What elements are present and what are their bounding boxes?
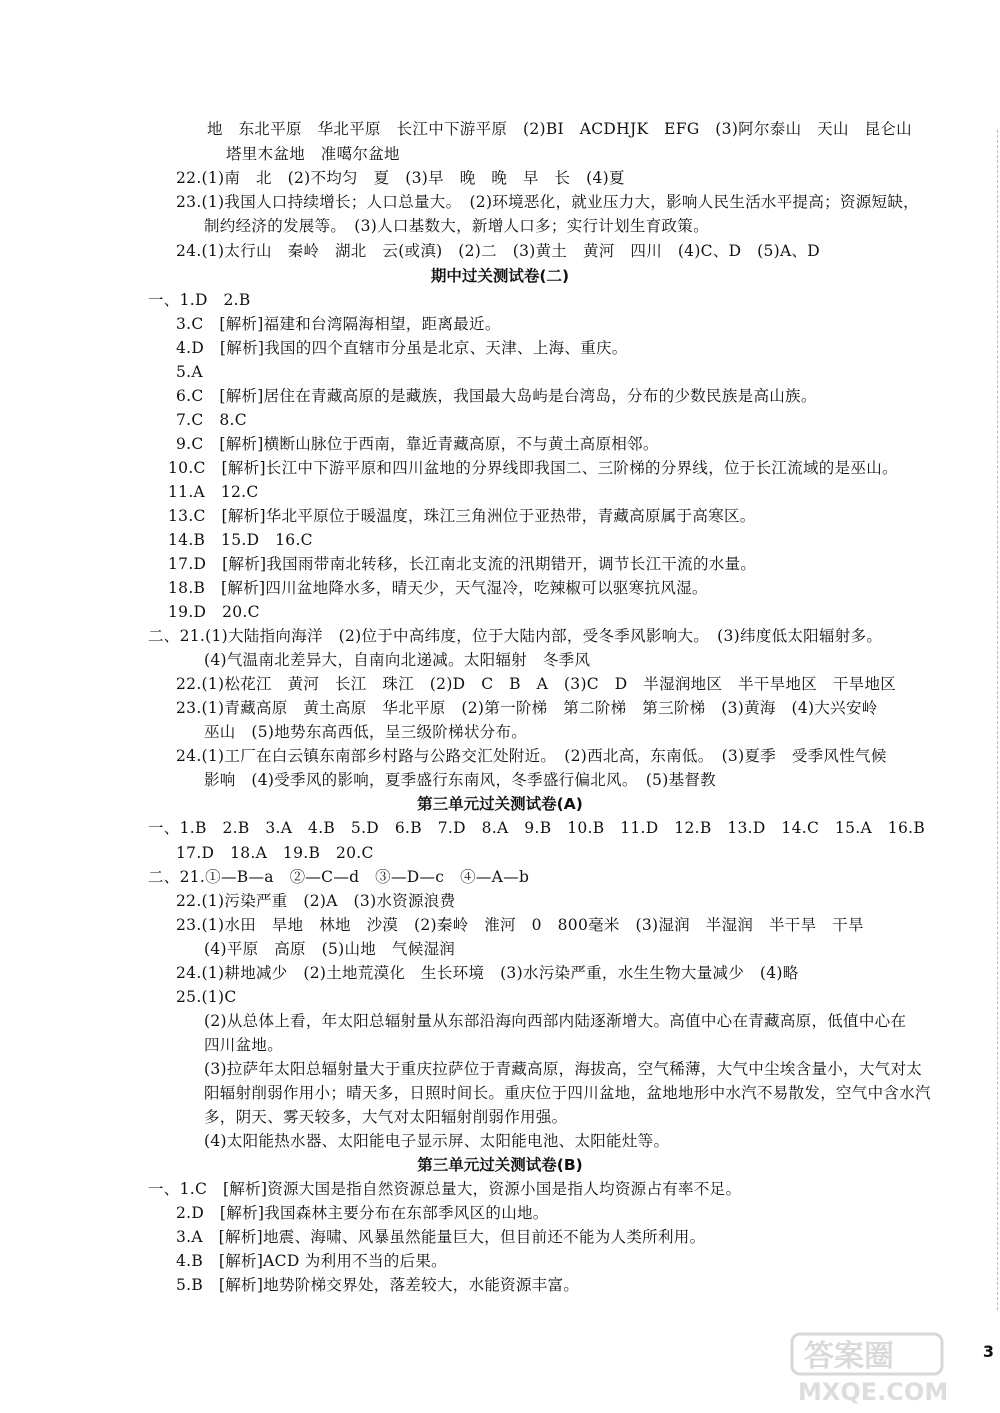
answer-line: (4)太阳能热水器、太阳能电子显示屏、太阳能电池、太阳能灶等。 [204, 1132, 670, 1150]
answer-line: (2)从总体上看，年太阳总辐射量从东部沿海向西部内陆逐渐增大。高值中心在青藏高原，低值中心在 [204, 1012, 907, 1030]
answer-line: 23.(1)青藏高原 黄土高原 华北平原 (2)第一阶梯 第二阶梯 第三阶梯 (3)黄海 (4)大兴安岭 [176, 699, 878, 717]
svg-text:MXQE.COM: MXQE.COM [798, 1378, 949, 1405]
answer-line: 地 东北平原 华北平原 长江中下游平原 (2)BI ACDHJK EFG (3)阿尔泰山 天山 昆仑山 [207, 120, 912, 138]
answer-line: (4)气温南北差异大，自南向北递减。太阳辐射 冬季风 [204, 651, 591, 669]
answer-line: 10.C [解析]长江中下游平原和四川盆地的分界线即我国二、三阶梯的分界线，位于长江流域的是巫山。 [168, 459, 898, 477]
answer-line: 5.B [解析]地势阶梯交界处，落差较大，水能资源丰富。 [176, 1276, 580, 1294]
answer-line: 9.C [解析]横断山脉位于西南，靠近青藏高原，不与黄土高原相邻。 [176, 435, 659, 453]
answer-line: 制约经济的发展等。 (3)人口基数大，新增人口多；实行计划生育政策。 [204, 217, 709, 235]
answer-line: 24.(1)太行山 秦岭 湖北 云(或滇) (2)二 (3)黄土 黄河 四川 (4)C、D (5)A、D [176, 242, 821, 260]
answer-line: 24.(1)工厂在白云镇东南部乡村路与公路交汇处附近。 (2)西北高，东南低。 (3)夏季 受季风性气候 [176, 747, 887, 765]
answer-line: 3.A [解析]地震、海啸、风暴虽然能量巨大，但目前还不能为人类所利用。 [176, 1228, 706, 1246]
answer-line: 22.(1)污染严重 (2)A (3)水资源浪费 [176, 892, 456, 910]
answer-line: 一、1.C [解析]资源大国是指自然资源总量大，资源小国是指人均资源占有率不足。 [148, 1180, 742, 1198]
svg-text:答案圈: 答案圈 [804, 1339, 894, 1374]
answer-line: (3)拉萨年太阳总辐射量大于重庆拉萨位于青藏高原，海拔高，空气稀薄，大气中尘埃含量小，大气对太 [204, 1060, 923, 1078]
answer-line: 3.C [解析]福建和台湾隔海相望，距离最近。 [176, 315, 501, 333]
answer-line: 4.D [解析]我国的四个直辖市分虽是北京、天津、上海、重庆。 [176, 339, 628, 357]
section-heading: 期中过关测试卷(二) [430, 267, 570, 285]
answer-line: 7.C 8.C [176, 411, 247, 429]
answer-line: 巫山 (5)地势东高西低，呈三级阶梯状分布。 [204, 723, 528, 741]
answer-line: 23.(1)水田 旱地 林地 沙漠 (2)秦岭 淮河 0 800毫米 (3)湿润 半湿润 半干旱 干旱 [176, 916, 864, 934]
binding-dashed-line [997, 130, 998, 1310]
answer-line: 22.(1)松花江 黄河 长江 珠江 (2)D C B A (3)C D 半湿润地区 半干旱地区 干旱地区 [176, 675, 897, 693]
answer-line: 一、1.D 2.B [148, 291, 251, 309]
answer-line: 二、21.(1)大陆指向海洋 (2)位于中高纬度，位于大陆内部，受冬季风影响大。 (3)纬度低太阳辐射多。 [148, 627, 883, 645]
answer-line: 一、1.B 2.B 3.A 4.B 5.D 6.B 7.D 8.A 9.B 10.B 11.D 12.B 13.D 14.C 15.A 16.B [148, 819, 926, 837]
answer-line: 塔里木盆地 准噶尔盆地 [226, 145, 400, 163]
answer-line: 二、21.①—B—a ②—C—d ③—D—c ④—A—b [148, 868, 530, 886]
answer-line: 25.(1)C [176, 988, 237, 1006]
answer-line: 22.(1)南 北 (2)不均匀 夏 (3)早 晚 晚 早 长 (4)夏 [176, 169, 625, 187]
answer-line: 4.B [解析]ACD 为利用不当的后果。 [176, 1252, 447, 1270]
answer-line: 17.D [解析]我国雨带南北转移，长江南北支流的汛期错开，调节长江干流的水量。 [168, 555, 757, 573]
answer-line: 2.D [解析]我国森林主要分布在东部季风区的山地。 [176, 1204, 549, 1222]
answer-line: 14.B 15.D 16.C [168, 531, 313, 549]
section-heading: 第三单元过关测试卷(B) [417, 1156, 583, 1174]
answer-line: 17.D 18.A 19.B 20.C [176, 844, 374, 862]
answer-line: 四川盆地。 [204, 1036, 284, 1054]
section-heading: 第三单元过关测试卷(A) [417, 795, 583, 813]
answer-line: 23.(1)我国人口持续增长；人口总量大。 (2)环境恶化，就业压力大，影响人民生活水平提高；资源短缺， [176, 193, 919, 211]
answer-line: (4)平原 高原 (5)山地 气候湿润 [204, 940, 456, 958]
watermark-logo [790, 1330, 985, 1405]
answer-line: 6.C [解析]居住在青藏高原的是藏族，我国最大岛屿是台湾岛，分布的少数民族是高山族。 [176, 387, 817, 405]
answer-line: 24.(1)耕地减少 (2)土地荒漠化 生长环境 (3)水污染严重，水生生物大量减少 (4)略 [176, 964, 799, 982]
answer-line: 11.A 12.C [168, 483, 259, 501]
answer-line: 影响 (4)受季风的影响，夏季盛行东南风，冬季盛行偏北风。 (5)基督教 [204, 771, 716, 789]
answer-line: 13.C [解析]华北平原位于暖温度，珠江三角洲位于亚热带，青藏高原属于高寒区。 [168, 507, 756, 525]
answer-line: 多，阴天、雾天较多，大气对太阳辐射削弱作用强。 [204, 1108, 568, 1126]
page-number: 3 [982, 1342, 994, 1361]
answer-line: 5.A [176, 363, 203, 381]
answer-line: 阳辐射削弱作用小；晴天多，日照时间长。重庆位于四川盆地，盆地地形中水汽不易散发，空气中含水汽 [204, 1084, 931, 1102]
answer-line: 18.B [解析]四川盆地降水多，晴天少，天气湿冷，吃辣椒可以驱寒抗风湿。 [168, 579, 708, 597]
answer-line: 19.D 20.C [168, 603, 260, 621]
